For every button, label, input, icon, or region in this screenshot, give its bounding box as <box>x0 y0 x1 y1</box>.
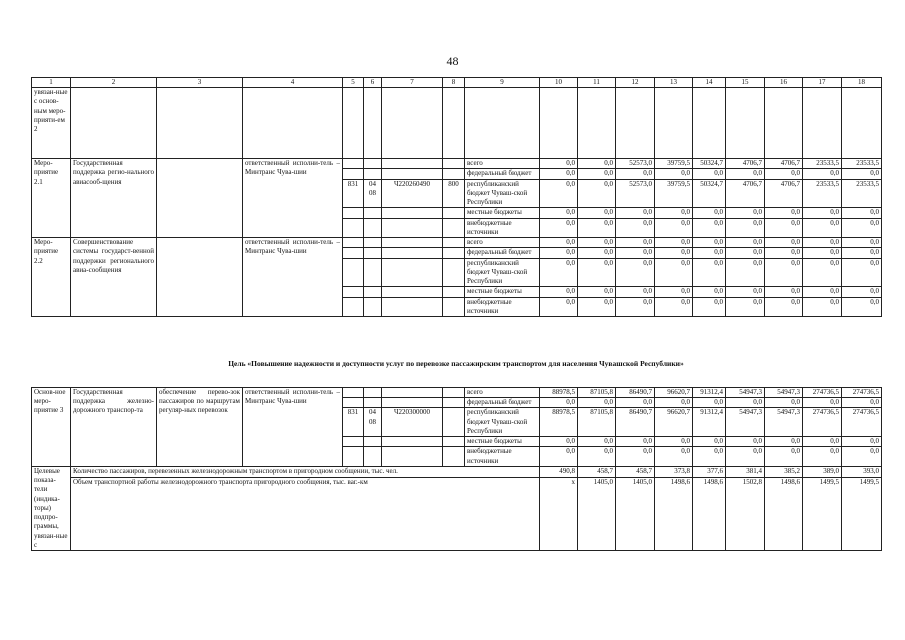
amount-cell: 0,0 <box>655 437 693 447</box>
main-measure-3-block <box>32 388 882 467</box>
amount-cell: 0,0 <box>540 297 578 316</box>
code-csr <box>382 159 443 169</box>
amount-cell: 87105,8 <box>578 408 616 437</box>
amount-cell: 0,0 <box>803 208 842 218</box>
amount-cell: 52573,0 <box>616 159 655 169</box>
code-rz <box>364 159 382 169</box>
amount-cell: 4706,7 <box>726 179 765 208</box>
amount-cell: 0,0 <box>693 447 726 466</box>
amount-cell: 0,0 <box>616 287 655 297</box>
amount-cell: 0,0 <box>616 258 655 287</box>
indicator-value: 1498,6 <box>693 477 726 550</box>
indicator-value: 1499,5 <box>842 477 882 550</box>
amount-cell: 0,0 <box>803 398 842 408</box>
code-rz <box>364 238 382 248</box>
amount-cell: 0,0 <box>540 248 578 258</box>
code-gr <box>343 437 364 447</box>
amount-cell: 0,0 <box>540 179 578 208</box>
amount-cell: 0,0 <box>540 169 578 179</box>
code-csr <box>382 287 443 297</box>
amount-cell: 0,0 <box>578 248 616 258</box>
amount-cell: 0,0 <box>616 437 655 447</box>
measure-name: Совершенствование системы государст-венной поддержки регионального авиа-сообщения <box>71 238 157 317</box>
amount-cell: 23533,5 <box>803 179 842 208</box>
amount-cell: 54947,3 <box>726 408 765 437</box>
amount-cell: 0,0 <box>842 447 882 466</box>
amount-cell: 0,0 <box>842 208 882 218</box>
header-row <box>32 78 882 88</box>
measure-task <box>157 238 243 317</box>
header-cell: 13 <box>655 78 693 88</box>
header-cell: 14 <box>693 78 726 88</box>
amount-cell: 0,0 <box>693 258 726 287</box>
amount-cell: 0,0 <box>726 297 765 316</box>
amount-cell: 0,0 <box>616 218 655 237</box>
code-rz <box>364 297 382 316</box>
code-gr <box>343 258 364 287</box>
amount-cell: 0,0 <box>616 297 655 316</box>
amount-cell: 0,0 <box>616 248 655 258</box>
amount-cell: 0,0 <box>578 258 616 287</box>
indicator-text: Количество пассажиров, перевезенных железнодорожным транспортом в пригородном сообщении, тыс. чел. <box>71 466 540 477</box>
amount-cell: 0,0 <box>842 248 882 258</box>
code-rz <box>364 258 382 287</box>
amount-cell: 0,0 <box>726 238 765 248</box>
amount-cell: 0,0 <box>578 179 616 208</box>
funding-source: республиканский бюджет Чуваш-ской Республики <box>465 408 540 437</box>
amount-cell: 54947,3 <box>765 388 803 398</box>
funding-source: всего <box>465 238 540 248</box>
indicator-value: 389,0 <box>803 466 842 477</box>
amount-cell: 23533,5 <box>842 159 882 169</box>
indicator-value: 1405,0 <box>578 477 616 550</box>
header-cell: 11 <box>578 78 616 88</box>
amount-cell: 0,0 <box>540 208 578 218</box>
amount-cell: 274736,5 <box>842 388 882 398</box>
amount-cell: 0,0 <box>578 208 616 218</box>
code-rz: 04 08 <box>364 408 382 437</box>
amount-cell: 0,0 <box>540 258 578 287</box>
code-csr <box>382 388 443 398</box>
amount-cell: 0,0 <box>842 398 882 408</box>
amount-cell: 0,0 <box>578 297 616 316</box>
amount-cell: 0,0 <box>765 208 803 218</box>
funding-source: внебюджетные источники <box>465 447 540 466</box>
amount-cell: 87105,8 <box>578 388 616 398</box>
amount-cell: 0,0 <box>578 437 616 447</box>
amount-cell: 0,0 <box>765 169 803 179</box>
code-vr <box>443 159 465 169</box>
amount-cell: 54947,3 <box>765 408 803 437</box>
amount-cell: 96620,7 <box>655 408 693 437</box>
indicator-value: 377,6 <box>693 466 726 477</box>
measure-name: Государственная поддержка регио-нального авиасооб-щения <box>71 159 157 238</box>
page-number: 48 <box>446 54 459 68</box>
amount-cell: 0,0 <box>693 208 726 218</box>
header-cell: 10 <box>540 78 578 88</box>
header-cell: 15 <box>726 78 765 88</box>
indicator-value: 458,7 <box>616 466 655 477</box>
funding-source: федеральный бюджет <box>465 169 540 179</box>
amount-cell: 0,0 <box>540 159 578 169</box>
amount-cell: 0,0 <box>803 447 842 466</box>
code-csr: Ч220260490 <box>382 179 443 208</box>
code-rz <box>364 208 382 218</box>
amount-cell: 0,0 <box>765 218 803 237</box>
amount-cell: 96620,7 <box>655 388 693 398</box>
measure-label: Меро-приятие 2.2 <box>32 238 71 317</box>
measure-label: Меро-приятие 2.1 <box>32 159 71 238</box>
amount-cell: 0,0 <box>540 447 578 466</box>
amount-cell: 50324,7 <box>693 179 726 208</box>
header-cell: 9 <box>465 78 540 88</box>
indicator-value: 1502,8 <box>726 477 765 550</box>
amount-cell: 0,0 <box>578 238 616 248</box>
indicator-text: Объем транспортной работы железнодорожного транспорта пригородного сообщения, тыс. ваг.-км <box>71 477 540 550</box>
responsible-executor: ответственный исполни-тель – Минтранс Чува-шии <box>243 388 343 467</box>
amount-cell: 0,0 <box>655 398 693 408</box>
amount-cell: 0,0 <box>655 258 693 287</box>
amount-cell: 0,0 <box>842 238 882 248</box>
amount-cell: 0,0 <box>726 398 765 408</box>
code-vr <box>443 238 465 248</box>
amount-cell: 0,0 <box>842 258 882 287</box>
indicator-value: 458,7 <box>578 466 616 477</box>
amount-cell: 88978,5 <box>540 388 578 398</box>
amount-cell: 0,0 <box>693 169 726 179</box>
code-vr <box>443 287 465 297</box>
amount-cell: 0,0 <box>616 398 655 408</box>
amount-cell: 0,0 <box>693 218 726 237</box>
funding-row <box>32 388 882 398</box>
indicator-value: х <box>540 477 578 550</box>
amount-cell: 274736,5 <box>842 408 882 437</box>
responsible-executor: ответственный исполни-тель – Минтранс Чува-шии <box>243 159 343 238</box>
indicator-value: 490,8 <box>540 466 578 477</box>
header-cell: 2 <box>71 78 157 88</box>
amount-cell: 88978,5 <box>540 408 578 437</box>
amount-cell: 0,0 <box>726 248 765 258</box>
measure-2-1-block <box>32 159 882 238</box>
measure-name: Государственная поддержка железно-дорожного транспор-та <box>71 388 157 467</box>
continuation-row <box>32 88 882 159</box>
code-gr <box>343 159 364 169</box>
funding-source: всего <box>465 388 540 398</box>
code-gr <box>343 388 364 398</box>
amount-cell: 4706,7 <box>765 179 803 208</box>
measure-task <box>157 159 243 238</box>
amount-cell: 0,0 <box>540 238 578 248</box>
amount-cell: 0,0 <box>842 169 882 179</box>
amount-cell: 0,0 <box>765 398 803 408</box>
code-gr <box>343 218 364 237</box>
indicator-value: 385,2 <box>765 466 803 477</box>
amount-cell: 0,0 <box>765 238 803 248</box>
amount-cell: 0,0 <box>693 238 726 248</box>
amount-cell: 39759,5 <box>655 179 693 208</box>
funding-source: республиканский бюджет Чуваш-ской Республики <box>465 258 540 287</box>
code-csr <box>382 398 443 408</box>
amount-cell: 52573,0 <box>616 179 655 208</box>
amount-cell: 0,0 <box>765 437 803 447</box>
header-cell: 12 <box>616 78 655 88</box>
responsible-executor: ответственный исполни-тель – Минтранс Чува-шии <box>243 238 343 317</box>
code-csr <box>382 208 443 218</box>
code-gr <box>343 248 364 258</box>
amount-cell: 0,0 <box>693 398 726 408</box>
code-vr <box>443 437 465 447</box>
header-cell: 7 <box>382 78 443 88</box>
code-rz <box>364 437 382 447</box>
funding-source: местные бюджеты <box>465 208 540 218</box>
amount-cell: 0,0 <box>616 447 655 466</box>
header-cell: 8 <box>443 78 465 88</box>
amount-cell: 0,0 <box>655 447 693 466</box>
code-gr <box>343 297 364 316</box>
measure-label: Основ-ное меро-приятие 3 <box>32 388 71 467</box>
code-gr <box>343 208 364 218</box>
amount-cell: 274736,5 <box>803 408 842 437</box>
amount-cell: 0,0 <box>693 248 726 258</box>
amount-cell: 4706,7 <box>726 159 765 169</box>
amount-cell: 0,0 <box>842 287 882 297</box>
indicator-value: 1498,6 <box>765 477 803 550</box>
amount-cell: 0,0 <box>803 218 842 237</box>
code-rz <box>364 447 382 466</box>
funding-source: местные бюджеты <box>465 437 540 447</box>
target-indicator-row <box>32 466 882 477</box>
amount-cell: 0,0 <box>803 297 842 316</box>
amount-cell: 0,0 <box>726 218 765 237</box>
code-rz <box>364 169 382 179</box>
header-cell: 6 <box>364 78 382 88</box>
funding-source: всего <box>465 159 540 169</box>
code-csr <box>382 447 443 466</box>
amount-cell: 91312,4 <box>693 388 726 398</box>
amount-cell: 0,0 <box>842 297 882 316</box>
amount-cell: 0,0 <box>726 208 765 218</box>
amount-cell: 23533,5 <box>803 159 842 169</box>
amount-cell: 0,0 <box>803 287 842 297</box>
amount-cell: 0,0 <box>693 287 726 297</box>
code-vr <box>443 169 465 179</box>
amount-cell: 54947,3 <box>726 388 765 398</box>
indicator-value: 381,4 <box>726 466 765 477</box>
targets-label: Целевые показа-тели (индика-торы) подпро-граммы, увязан-ные с <box>32 466 71 550</box>
code-csr <box>382 297 443 316</box>
amount-cell: 50324,7 <box>693 159 726 169</box>
amount-cell: 86490,7 <box>616 388 655 398</box>
amount-cell: 0,0 <box>803 238 842 248</box>
code-gr <box>343 447 364 466</box>
code-gr: 831 <box>343 179 364 208</box>
funding-source: внебюджетные источники <box>465 297 540 316</box>
amount-cell: 0,0 <box>578 218 616 237</box>
code-gr <box>343 238 364 248</box>
header-cell: 5 <box>343 78 364 88</box>
code-rz <box>364 398 382 408</box>
amount-cell: 91312,4 <box>693 408 726 437</box>
measure-2-2-block <box>32 238 882 317</box>
amount-cell: 4706,7 <box>765 159 803 169</box>
amount-cell: 0,0 <box>578 169 616 179</box>
target-indicator-row <box>32 477 882 550</box>
indicator-value: 373,8 <box>655 466 693 477</box>
indicator-value: 393,0 <box>842 466 882 477</box>
amount-cell: 0,0 <box>655 238 693 248</box>
header-cell: 16 <box>765 78 803 88</box>
amount-cell: 0,0 <box>726 258 765 287</box>
code-vr <box>443 258 465 287</box>
amount-cell: 0,0 <box>765 248 803 258</box>
code-rz <box>364 287 382 297</box>
funding-source: внебюджетные источники <box>465 218 540 237</box>
code-gr <box>343 169 364 179</box>
header-cell: 4 <box>243 78 343 88</box>
amount-cell: 0,0 <box>726 287 765 297</box>
amount-cell: 0,0 <box>803 248 842 258</box>
amount-cell: 86490,7 <box>616 408 655 437</box>
amount-cell: 0,0 <box>540 398 578 408</box>
indicator-value: 1405,0 <box>616 477 655 550</box>
amount-cell: 274736,5 <box>803 388 842 398</box>
amount-cell: 39759,5 <box>655 159 693 169</box>
code-csr <box>382 238 443 248</box>
funding-source: республиканский бюджет Чуваш-ской Республики <box>465 179 540 208</box>
code-csr <box>382 248 443 258</box>
amount-cell: 0,0 <box>765 447 803 466</box>
amount-cell: 0,0 <box>655 248 693 258</box>
code-csr <box>382 169 443 179</box>
amount-cell: 0,0 <box>842 218 882 237</box>
header-cell: 1 <box>32 78 71 88</box>
amount-cell: 0,0 <box>726 437 765 447</box>
code-csr <box>382 437 443 447</box>
header-cell: 17 <box>803 78 842 88</box>
amount-cell: 0,0 <box>803 437 842 447</box>
amount-cell: 0,0 <box>655 218 693 237</box>
code-vr <box>443 398 465 408</box>
header-cell: 18 <box>842 78 882 88</box>
amount-cell: 0,0 <box>578 287 616 297</box>
code-csr <box>382 258 443 287</box>
amount-cell: 0,0 <box>616 208 655 218</box>
amount-cell: 0,0 <box>765 297 803 316</box>
budget-table-lower <box>31 387 882 551</box>
amount-cell: 0,0 <box>803 169 842 179</box>
code-gr <box>343 398 364 408</box>
amount-cell: 0,0 <box>578 159 616 169</box>
amount-cell: 0,0 <box>540 437 578 447</box>
amount-cell: 0,0 <box>765 258 803 287</box>
amount-cell: 0,0 <box>842 437 882 447</box>
amount-cell: 0,0 <box>803 258 842 287</box>
amount-cell: 0,0 <box>655 169 693 179</box>
code-vr <box>443 388 465 398</box>
measure-task: обеспечение перево-зок пассажиров по маршрутам регуляр-ных перевозок <box>157 388 243 467</box>
amount-cell: 0,0 <box>578 398 616 408</box>
amount-cell: 23533,5 <box>842 179 882 208</box>
funding-row <box>32 238 882 248</box>
code-vr <box>443 297 465 316</box>
indicator-value: 1499,5 <box>803 477 842 550</box>
amount-cell: 0,0 <box>693 437 726 447</box>
code-vr: 800 <box>443 179 465 208</box>
amount-cell: 0,0 <box>655 287 693 297</box>
amount-cell: 0,0 <box>540 287 578 297</box>
code-vr <box>443 408 465 437</box>
target-indicators-block <box>32 466 882 550</box>
code-rz <box>364 218 382 237</box>
funding-source: местные бюджеты <box>465 287 540 297</box>
continuation-label: увязан-ные с основ-ным меро-прияти-ем 2 <box>32 88 71 159</box>
code-gr: 831 <box>343 408 364 437</box>
code-rz <box>364 388 382 398</box>
code-rz: 04 08 <box>364 179 382 208</box>
budget-table-upper <box>31 77 882 317</box>
amount-cell: 0,0 <box>726 447 765 466</box>
amount-cell: 0,0 <box>765 287 803 297</box>
funding-source: федеральный бюджет <box>465 248 540 258</box>
amount-cell: 0,0 <box>540 218 578 237</box>
code-vr <box>443 248 465 258</box>
amount-cell: 0,0 <box>578 447 616 466</box>
code-vr <box>443 447 465 466</box>
funding-row <box>32 159 882 169</box>
code-vr <box>443 208 465 218</box>
funding-source: федеральный бюджет <box>465 398 540 408</box>
code-gr <box>343 287 364 297</box>
amount-cell: 0,0 <box>616 169 655 179</box>
amount-cell: 0,0 <box>726 169 765 179</box>
indicator-value: 1498,6 <box>655 477 693 550</box>
amount-cell: 0,0 <box>655 208 693 218</box>
amount-cell: 0,0 <box>616 238 655 248</box>
goal-heading: Цель «Повышение надежности и доступности услуг по перевозке пассажирским транспортом для населения Чувашской Республики» <box>228 359 684 368</box>
code-vr <box>443 218 465 237</box>
code-rz <box>364 248 382 258</box>
amount-cell: 0,0 <box>655 297 693 316</box>
header-cell: 3 <box>157 78 243 88</box>
amount-cell: 0,0 <box>693 297 726 316</box>
code-csr <box>382 218 443 237</box>
code-csr: Ч220300000 <box>382 408 443 437</box>
